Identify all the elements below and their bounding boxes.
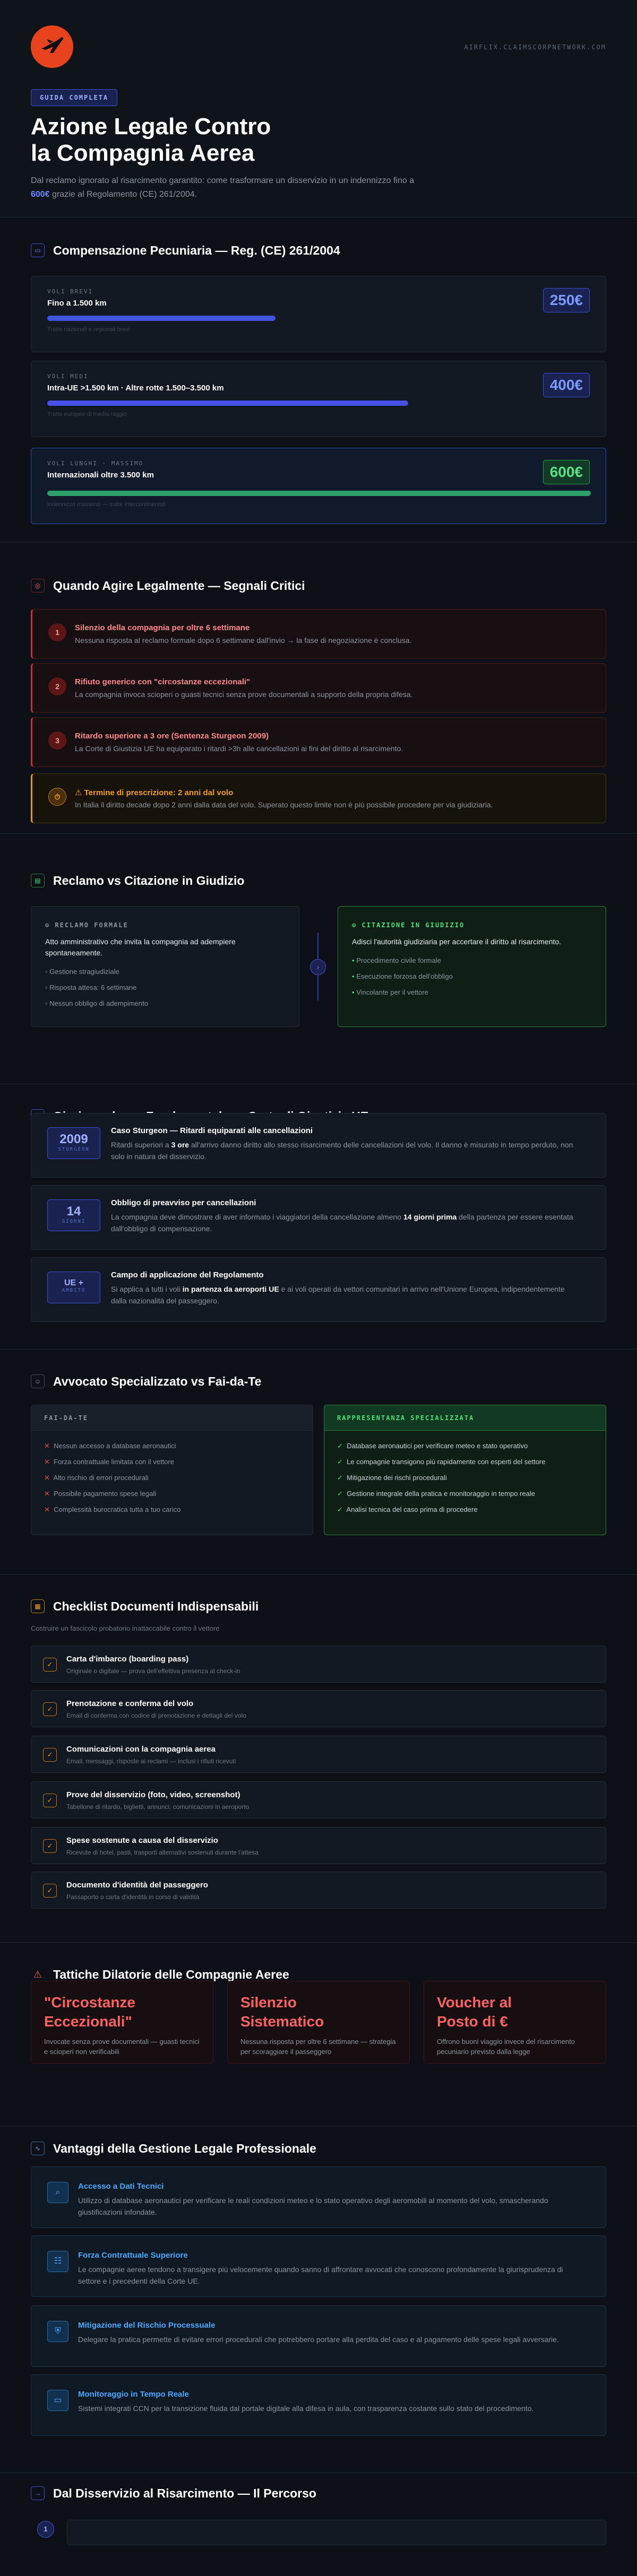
x-icon: ✕ — [44, 1458, 50, 1466]
list-item — [337, 1502, 593, 1518]
case-badge-label: STURGEON — [58, 1147, 90, 1152]
check-icon: ✓ — [337, 1505, 343, 1513]
checklist-sub: Ricevute di hotel, pasti, trasporti alternativi sostenuti durante l'attesa — [66, 1849, 259, 1856]
comp-sub: Tratte nazionali e regionali brevi — [47, 326, 130, 333]
jurisprudence-card — [31, 1257, 606, 1322]
users-icon: ☷ — [47, 2251, 68, 2272]
list-item-text: Database aeronautici per verificare meteo e stato operativo — [347, 1442, 528, 1450]
list-item: ◦ Nessun obbligo di adempimento — [45, 999, 148, 1007]
list-item — [337, 1470, 593, 1486]
tactic-card — [424, 1981, 606, 2064]
signal-title: Rifiuto generico con "circostanze eccezionali" — [75, 677, 251, 686]
tactic-card — [227, 1981, 410, 2064]
checklist-item[interactable] — [31, 1872, 606, 1909]
case-text-c: della partenza per essere esentata dall'obbligo di compensazione. — [111, 1213, 573, 1233]
comp-title: Fino a 1.500 km — [47, 299, 107, 308]
signal-card — [31, 609, 606, 659]
case-badge-label: GIORNI — [62, 1219, 86, 1224]
check-icon: ✓ — [337, 1474, 343, 1482]
signal-number: 2 — [48, 677, 66, 695]
advantage-text: Delegare la pratica permette di evitare errori procedurali che potrebbero portare alla perdita del caso e al pagamento delle spese legali avversarie. — [78, 2335, 559, 2344]
person-icon: ☺ — [31, 1374, 45, 1388]
advantage-card — [31, 2305, 606, 2367]
checklist-title: Carta d'imbarco (boarding pass) — [66, 1655, 189, 1664]
specialist-heading: RAPPRESENTANZA SPECIALIZZATA — [324, 1405, 606, 1431]
tactic-text: Nessuna risposta per oltre 6 settimane — strategia per scoraggiare il passeggero — [240, 2038, 396, 2056]
case-badge-value: UE + — [64, 1278, 83, 1287]
section-heading — [31, 870, 606, 891]
section-title: Checklist Documenti Indispensabili — [53, 1599, 259, 1613]
list-item: • Vincolante per il vettore — [352, 988, 428, 996]
case-text-a: Si applica a tutti i voli — [111, 1285, 183, 1293]
section-title: Reclamo vs Citazione in Giudizio — [53, 873, 245, 887]
check-icon: ✓ — [337, 1490, 343, 1498]
list-item — [337, 1438, 593, 1454]
checklist-item[interactable] — [31, 1827, 606, 1864]
list-item-text: Complessità burocratica tutta a tuo carico — [54, 1505, 181, 1513]
list-item — [337, 1454, 593, 1470]
comp-card-long — [31, 448, 606, 524]
case-badge-value: 14 — [66, 1204, 81, 1219]
checklist-title: Prenotazione e conferma del volo — [66, 1699, 194, 1708]
case-badge-label: AMBITO — [62, 1288, 86, 1293]
signal-title: ⚠ Termine di prescrizione: 2 anni dal volo — [75, 788, 234, 797]
checkbox-checked-icon[interactable]: ✓ — [43, 1839, 57, 1853]
x-icon: ✕ — [44, 1474, 50, 1482]
case-badge-value: 2009 — [59, 1132, 88, 1146]
jurisprudence-card — [31, 1113, 606, 1178]
comp-card-medium — [31, 361, 606, 437]
signal-text: La Corte di Giustizia UE ha equiparato i ritardi >3h alle cancellazioni ai fini del diritto al risarcimento. — [75, 744, 403, 753]
checklist-sub: Email di conferma con codice di prenotazione e dettagli del volo — [66, 1712, 246, 1719]
advantage-text: Le compagnie aeree tendono a transigere più velocemente quando sanno di affrontare avvocati che conoscono profondamente la giurisprudenza di settore e i precedenti della Corte UE. — [78, 2265, 563, 2285]
tactic-text: Offrono buoni viaggio invece del risarcimento pecuniario previsto dalla legge — [437, 2038, 575, 2056]
advantage-title: Accesso a Dati Tecnici — [78, 2182, 164, 2191]
comp-kicker: VOLI BREVI — [47, 288, 93, 295]
comp-card-short — [31, 276, 606, 352]
signal-text: La compagnia invoca scioperi o guasti tecnici senza prove documentali a supporto della propria difesa. — [75, 690, 413, 699]
case-text-a: Ritardi superiori a — [111, 1141, 171, 1149]
citazione-kicker: ⊙ CITAZIONE IN GIUDIZIO — [352, 921, 465, 929]
advantage-text: Utilizzo di database aeronautici per verificare le reali condizioni meteo e lo stato operativo degli aeromobili al momento del volo, smascherando giustificazioni infondate. — [78, 2196, 548, 2216]
citazione-kicker-text: CITAZIONE IN GIUDIZIO — [361, 921, 465, 929]
list-item-text: Esecuzione forzosa dell'obbligo — [356, 972, 453, 980]
lead-amount: 600€ — [31, 190, 50, 199]
document-icon: ▤ — [31, 874, 45, 887]
list-item-text: Nessun obbligo di adempimento — [49, 999, 148, 1007]
section-title: Vantaggi della Gestione Legale Professionale — [53, 2141, 316, 2155]
warning-icon: ⚠ — [33, 1969, 42, 1980]
citazione-card — [338, 906, 606, 1027]
list-item-text: Gestione integrale della pratica e monitoraggio in tempo reale — [347, 1490, 535, 1498]
advantage-card — [31, 2166, 606, 2228]
signal-card-deadline — [31, 773, 606, 823]
title-line-2: la Compagnia Aerea — [31, 140, 255, 166]
checkbox-checked-icon[interactable]: ✓ — [43, 1794, 57, 1807]
comp-title: Internazionali oltre 3.500 km — [47, 471, 154, 480]
case-text — [111, 1211, 578, 1234]
section-tactics — [0, 1943, 637, 2126]
list-item-text: Mitigazione dei rischi procedurali — [347, 1474, 447, 1482]
tactic-title — [240, 1993, 397, 2031]
section-title: Tattiche Dilatorie delle Compagnie Aeree — [53, 1967, 289, 1981]
section-title: Compensazione Pecuniaria — Reg. (CE) 261/2004 — [53, 243, 340, 257]
checklist-sub: Email, messaggi, risposte ai reclami — inclusi i rifiuti ricevuti — [66, 1757, 236, 1765]
signal-title: Silenzio della compagnia per oltre 6 settimane — [75, 623, 250, 632]
advantage-text: Sistemi integrati CCN per la transizione fluida dal portale digitale alla difesa in aula, con trasparenza costante sullo stato del procedimento. — [78, 2404, 534, 2413]
page-title — [31, 114, 606, 167]
card-icon: ▭ — [31, 243, 45, 257]
signal-title: Ritardo superiore a 3 ore (Sentenza Sturgeon 2009) — [75, 732, 269, 741]
arrow-right-icon: → — [31, 2486, 45, 2500]
list-item-text: Nessun accesso a database aeronautici — [54, 1442, 176, 1450]
list-item — [44, 1502, 300, 1518]
checklist-title: Prove del disservizio (foto, video, screenshot) — [66, 1790, 240, 1799]
reclamo-list — [45, 964, 285, 1012]
citazione-desc: Adisci l'autorità giudiziaria per accertare il diritto al risarcimento. — [352, 937, 562, 946]
monitor-icon: ▭ — [47, 2390, 68, 2411]
plane-logo-icon — [31, 25, 73, 68]
signal-card — [31, 663, 606, 713]
list-item-text: Analisi tecnica del caso prima di procedere — [346, 1505, 478, 1513]
list-item: • Esecuzione forzosa dell'obbligo — [352, 972, 453, 980]
diy-list — [31, 1431, 313, 1525]
tactic-title-line-2: Posto di € — [437, 2013, 508, 2030]
diy-heading: FAI-DA-TE — [31, 1405, 313, 1431]
x-icon: ✕ — [44, 1505, 50, 1513]
checkbox-checked-icon[interactable]: ✓ — [43, 1884, 57, 1898]
citazione-list — [352, 953, 592, 1000]
advantage-card — [31, 2374, 606, 2436]
checklist-title: Comunicazioni con la compagnia aerea — [66, 1745, 216, 1754]
list-item-text: Vincolante per il vettore — [356, 988, 428, 996]
list-item-text: Procedimento civile formale — [356, 956, 441, 964]
checklist-sub: Passaporto o carta d'identità in corso di validità — [66, 1893, 200, 1901]
site-url[interactable]: AIRFLIX.CLAIMSCORPNETWORK.COM — [464, 43, 606, 51]
comp-bar — [47, 491, 591, 496]
comp-kicker: VOLI MEDI — [47, 373, 89, 380]
clipboard-icon: ▦ — [31, 1599, 45, 1613]
specialist-card — [324, 1405, 606, 1535]
alert-circle-icon: ◎ — [31, 579, 45, 593]
checklist-title: Documento d'identità del passeggero — [66, 1881, 208, 1890]
tactic-title-line-1: Voucher al — [437, 1994, 512, 2011]
comp-sub: Indennizzo massimo — tratte intercontinentali — [47, 501, 166, 508]
list-item: • Procedimento civile formale — [352, 956, 441, 964]
list-item: ◦ Risposta attesa: 6 settimane — [45, 984, 137, 991]
case-text-bold: 14 giorni prima — [403, 1213, 457, 1221]
case-title: Obbligo di preavviso per cancellazioni — [111, 1198, 256, 1207]
case-text-c: all'arrivo danno diritto allo stesso risarcimento delle cancellazioni del volo. Il danno è misurato in tempo perduto, non solo in natura del disservizio. — [111, 1141, 573, 1161]
hero-lead — [31, 174, 434, 202]
checkbox-checked-icon[interactable]: ✓ — [43, 1658, 57, 1672]
comp-amount: 250€ — [543, 288, 590, 312]
case-text-a: La compagnia deve dimostrare di aver informato i viaggiatori della cancellazione almeno — [111, 1213, 403, 1221]
comp-kicker: VOLI LUNGHI · MASSIMO — [47, 460, 144, 467]
checkbox-checked-icon[interactable]: ✓ — [43, 1748, 57, 1762]
diy-card — [31, 1405, 313, 1535]
signal-card — [31, 717, 606, 767]
list-item — [44, 1438, 300, 1454]
specialist-list — [324, 1431, 606, 1525]
section-heading — [31, 240, 606, 261]
list-item-text: Le compagnie transigono più rapidamente con esperti del settore — [347, 1458, 546, 1466]
case-text — [111, 1139, 578, 1162]
section-title: Avvocato Specializzato vs Fai-da-Te — [53, 1374, 262, 1388]
reclamo-kicker: ⊙ RECLAMO FORMALE — [45, 921, 128, 929]
signal-text: Nessuna risposta al reclamo formale dopo 6 settimane dall'invio → la fase di negoziazione è conclusa. — [75, 636, 412, 645]
checklist-item[interactable] — [31, 1646, 606, 1683]
activity-icon: ∿ — [31, 2142, 45, 2155]
section-title: Dal Disservizio al Risarcimento — Il Percorso — [53, 2486, 316, 2500]
case-title: Campo di applicazione del Regolamento — [111, 1270, 264, 1280]
case-badge — [47, 1127, 100, 1159]
comp-sub: Tratte europee di media raggio — [47, 411, 127, 417]
title-line-1: Azione Legale Contro — [31, 114, 271, 140]
list-item-text: Gestione stragiudiziale — [49, 968, 119, 976]
case-badge — [47, 1199, 100, 1231]
tactic-text: Invocate senza prove documentali — guasti tecnici e scioperi non verificabili — [44, 2038, 200, 2056]
comp-amount: 600€ — [543, 460, 590, 484]
checklist-title: Spese sostenute a causa del disservizio — [66, 1836, 218, 1845]
case-title: Caso Sturgeon — Ritardi equiparati alle cancellazioni — [111, 1126, 313, 1135]
list-item-text: Alto rischio di errori procedurali — [53, 1474, 149, 1482]
advantage-card — [31, 2235, 606, 2297]
section-heading — [31, 1596, 606, 1617]
tactic-card — [31, 1981, 213, 2064]
list-item-text: Forza contrattuale limitata con il vettore — [54, 1458, 175, 1466]
clock-icon: ⏱ — [48, 788, 66, 806]
case-text — [111, 1283, 578, 1307]
arrow-right-icon: › — [310, 959, 326, 975]
list-item-text: Risposta attesa: 6 settimane — [49, 984, 137, 991]
guide-badge: GUIDA COMPLETA — [31, 89, 117, 106]
list-item-text: Possibile pagamento spese legali — [54, 1490, 157, 1498]
list-item: ◦ Gestione stragiudiziale — [45, 968, 119, 976]
tactic-title-line-2: Eccezionali" — [44, 2013, 132, 2030]
reclamo-card — [31, 906, 299, 1027]
comp-bar — [47, 401, 408, 406]
tactic-title — [44, 1993, 200, 2031]
section-path-heading — [31, 2483, 606, 2504]
tactic-title — [437, 1993, 593, 2031]
x-icon: ✕ — [44, 1490, 50, 1498]
case-text-bold: 3 ore — [171, 1141, 190, 1149]
signal-number: 1 — [48, 623, 66, 641]
path-step-number: 1 — [37, 2521, 54, 2538]
list-item — [44, 1454, 300, 1470]
section-subtitle: Costruire un fascicolo probatorio inattaccabile contro il vettore — [31, 1624, 220, 1632]
advantage-title: Mitigazione del Rischio Processuale — [78, 2321, 216, 2330]
checklist-item[interactable] — [31, 1690, 606, 1727]
reclamo-desc: Atto amministrativo che invita la compagnia ad adempiere spontaneamente. — [45, 937, 236, 957]
path-step-card — [67, 2520, 606, 2545]
checklist-item[interactable] — [31, 1736, 606, 1773]
case-badge — [47, 1272, 100, 1303]
hero-header — [0, 0, 637, 217]
reclamo-kicker-text: RECLAMO FORMALE — [55, 921, 128, 929]
tactic-title-line-1: Silenzio — [240, 1994, 297, 2011]
x-icon: ✕ — [44, 1442, 50, 1450]
comp-bar — [47, 316, 276, 321]
comp-amount: 400€ — [543, 373, 590, 397]
section-heading — [31, 575, 606, 596]
section-title: Quando Agire Legalmente — Segnali Critici — [53, 578, 305, 593]
jurisprudence-card — [31, 1185, 606, 1250]
tactic-title-line-2: Sistematico — [240, 2013, 324, 2030]
signal-text: In Italia il diritto decade dopo 2 anni dalla data del volo. Superato questo limite non è più possibile procedere per via giudiziaria. — [75, 800, 493, 809]
signal-number: 3 — [48, 732, 66, 750]
checklist-sub: Originale o digitale — prova dell'effettiva presenza al check-in — [66, 1667, 240, 1675]
search-icon: ⌕ — [47, 2182, 68, 2203]
checklist-sub: Tabellone di ritardo, biglietti, annunci, comunicazioni in aeroporto — [66, 1803, 249, 1811]
case-text-c: e ai voli operati da vettori comunitari in arrivo nell'Unione Europea, indipendentemente dalla nazionalità del passeggero. — [111, 1285, 565, 1305]
advantage-title: Forza Contrattuale Superiore — [78, 2251, 188, 2260]
section-heading — [31, 2138, 606, 2159]
list-item — [337, 1486, 593, 1502]
checklist-item[interactable] — [31, 1781, 606, 1818]
check-icon: ✓ — [337, 1442, 343, 1450]
tactic-title-line-1: "Circostanze — [44, 1994, 135, 2011]
list-item — [44, 1486, 300, 1502]
check-icon: ✓ — [337, 1458, 343, 1466]
shield-icon: ⛨ — [47, 2321, 68, 2342]
list-item — [44, 1470, 300, 1486]
lead-text-b: grazie al Regolamento (CE) 261/2004. — [49, 190, 197, 199]
checkbox-checked-icon[interactable]: ✓ — [43, 1702, 57, 1716]
section-heading — [31, 1371, 606, 1392]
advantage-title: Monitoraggio in Tempo Reale — [78, 2390, 189, 2399]
lead-text-a: Dal reclamo ignorato al risarcimento garantito: come trasformare un disservizio in un indennizzo fino a — [31, 176, 415, 185]
case-text-bold: in partenza da aeroporti UE — [182, 1285, 279, 1293]
comp-title: Intra-UE >1.500 km · Altre rotte 1.500–3.500 km — [47, 384, 224, 393]
brand-logo[interactable] — [31, 25, 73, 68]
